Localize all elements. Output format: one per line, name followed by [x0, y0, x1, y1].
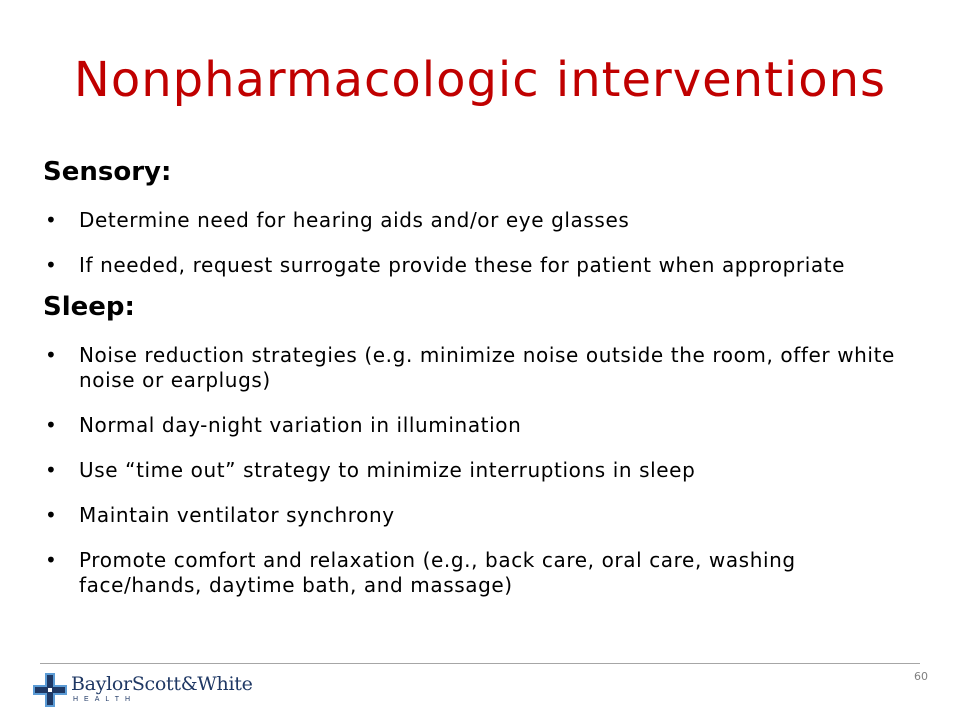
list-item: [43, 503, 923, 528]
footer-divider: [40, 663, 920, 664]
bullet-icon: •: [45, 413, 58, 438]
list-item-text: Maintain ventilator synchrony: [79, 503, 395, 528]
bullet-icon: •: [45, 253, 58, 278]
list-item-text: Noise reduction strategies (e.g. minimize noise outside the room, offer white noise or earplugs): [79, 343, 895, 393]
bullet-icon: •: [45, 458, 58, 483]
bullet-icon: •: [45, 343, 58, 368]
list-item-text: Promote comfort and relaxation (e.g., back care, oral care, washing face/hands, daytime bath, and massage): [79, 548, 796, 598]
list-item-text: Use “time out” strategy to minimize interruptions in sleep: [79, 458, 696, 483]
bullet-list-sensory: [43, 208, 923, 278]
section-heading-sensory: Sensory:: [43, 157, 172, 187]
baylor-scott-white-logo: [32, 670, 253, 710]
page-number: 60: [914, 670, 928, 683]
cross-logo-icon: [32, 672, 68, 708]
list-item: [43, 548, 923, 598]
list-item: [43, 343, 923, 393]
slide-title: Nonpharmacologic interventions: [73, 52, 887, 108]
logo-wordmark: BaylorScott&White: [71, 673, 253, 695]
logo-subtext: HEALTH: [73, 696, 137, 703]
list-item: [43, 253, 923, 278]
bullet-icon: •: [45, 208, 58, 233]
list-item-text: Normal day-night variation in illumination: [79, 413, 522, 438]
bullet-icon: •: [45, 548, 58, 573]
bullet-icon: •: [45, 503, 58, 528]
list-item: [43, 458, 923, 483]
section-heading-sleep: Sleep:: [43, 292, 135, 323]
slide-content: [43, 157, 923, 598]
list-item-text: Determine need for hearing aids and/or eye glasses: [79, 208, 630, 233]
list-item: [43, 208, 923, 233]
bullet-list-sleep: [43, 343, 923, 598]
list-item: [43, 413, 923, 438]
list-item-text: If needed, request surrogate provide these for patient when appropriate: [79, 253, 846, 278]
